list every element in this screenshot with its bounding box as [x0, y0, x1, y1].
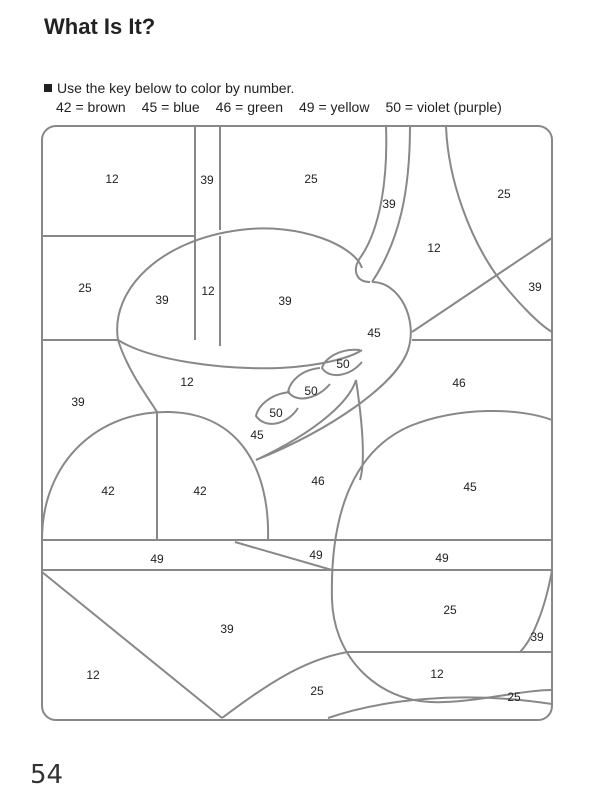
key-item-green: 46 = green [215, 99, 284, 115]
worksheet-title: What Is It? [44, 14, 156, 39]
key-item-violet: 50 = violet (purple) [385, 99, 502, 115]
region-number: 39 [200, 173, 214, 187]
puzzle-lines [42, 126, 552, 718]
region-number: 12 [86, 668, 100, 682]
region-number: 42 [101, 484, 115, 498]
region-number: 39 [278, 294, 292, 308]
region-number: 50 [336, 357, 350, 371]
region-number: 45 [250, 428, 264, 442]
puzzle-border [42, 126, 552, 720]
region-number: 50 [269, 406, 283, 420]
puzzle-curves [42, 126, 552, 718]
region-number: 12 [427, 241, 441, 255]
region-number: 39 [71, 395, 85, 409]
key-item-brown: 42 = brown [56, 99, 126, 115]
region-number: 25 [310, 684, 324, 698]
region-number: 45 [463, 480, 477, 494]
region-number: 12 [105, 172, 119, 186]
region-number: 25 [78, 281, 92, 295]
region-number: 39 [530, 630, 544, 644]
key-item-yellow: 49 = yellow [299, 99, 370, 115]
region-number: 50 [304, 384, 318, 398]
region-number: 25 [507, 690, 521, 704]
region-number: 42 [193, 484, 207, 498]
region-number: 39 [528, 280, 542, 294]
region-number: 25 [497, 187, 511, 201]
region-number: 49 [309, 548, 323, 562]
region-number: 49 [150, 552, 164, 566]
region-numbers [71, 172, 544, 704]
key-item-blue: 45 = blue [141, 99, 200, 115]
region-number: 39 [382, 197, 396, 211]
instruction-text: Use the key below to color by number. [57, 80, 295, 96]
region-number: 25 [304, 172, 318, 186]
region-number: 12 [201, 284, 215, 298]
region-number: 39 [155, 293, 169, 307]
region-number: 39 [220, 622, 234, 636]
region-number: 46 [452, 376, 466, 390]
region-number: 12 [430, 667, 444, 681]
region-number: 45 [367, 326, 381, 340]
region-number: 25 [443, 603, 457, 617]
region-number: 46 [311, 474, 325, 488]
region-number: 12 [180, 375, 194, 389]
page-number: 54 [30, 760, 64, 790]
region-number: 49 [435, 551, 449, 565]
